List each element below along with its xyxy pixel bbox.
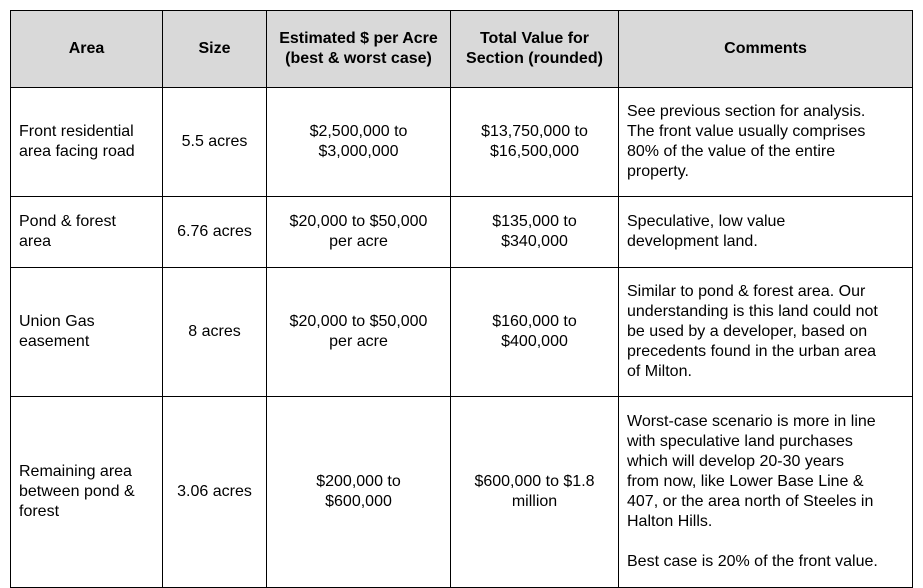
cell-size: 3.06 acres [163, 397, 267, 588]
table-row [11, 268, 913, 397]
header-area: Area [11, 11, 163, 88]
cell-comments: See previous section for analysis. The front value usually comprises 80% of the value of the entire property. [619, 88, 913, 197]
table-row [11, 397, 913, 588]
cell-comments: Worst-case scenario is more in line with speculative land purchases which will develop 20-30 years from now, like Lower Base Line & 407, or the area north of Steeles in Halton Hills. Best case is 20% of the front value. [619, 397, 913, 588]
table-header-row [11, 11, 913, 88]
table-row [11, 197, 913, 268]
cell-comments: Similar to pond & forest area. Our understanding is this land could not be used by a developer, based on precedents found in the urban area of Milton. [619, 268, 913, 397]
cell-total-value: $135,000 to $340,000 [451, 197, 619, 268]
cell-size: 6.76 acres [163, 197, 267, 268]
cell-comments: Speculative, low value development land. [619, 197, 913, 268]
cell-total-value: $13,750,000 to $16,500,000 [451, 88, 619, 197]
cell-per-acre: $200,000 to $600,000 [267, 397, 451, 588]
cell-area: Remaining area between pond & forest [11, 397, 163, 588]
cell-size: 5.5 acres [163, 88, 267, 197]
header-total-value: Total Value for Section (rounded) [451, 11, 619, 88]
cell-area: Union Gas easement [11, 268, 163, 397]
cell-total-value: $600,000 to $1.8 million [451, 397, 619, 588]
land-valuation-table [10, 10, 913, 588]
table-row [11, 88, 913, 197]
cell-per-acre: $20,000 to $50,000 per acre [267, 268, 451, 397]
cell-area: Front residential area facing road [11, 88, 163, 197]
header-size: Size [163, 11, 267, 88]
cell-size: 8 acres [163, 268, 267, 397]
cell-area: Pond & forest area [11, 197, 163, 268]
cell-total-value: $160,000 to $400,000 [451, 268, 619, 397]
header-per-acre: Estimated $ per Acre (best & worst case) [267, 11, 451, 88]
cell-per-acre: $2,500,000 to $3,000,000 [267, 88, 451, 197]
header-comments: Comments [619, 11, 913, 88]
cell-per-acre: $20,000 to $50,000 per acre [267, 197, 451, 268]
